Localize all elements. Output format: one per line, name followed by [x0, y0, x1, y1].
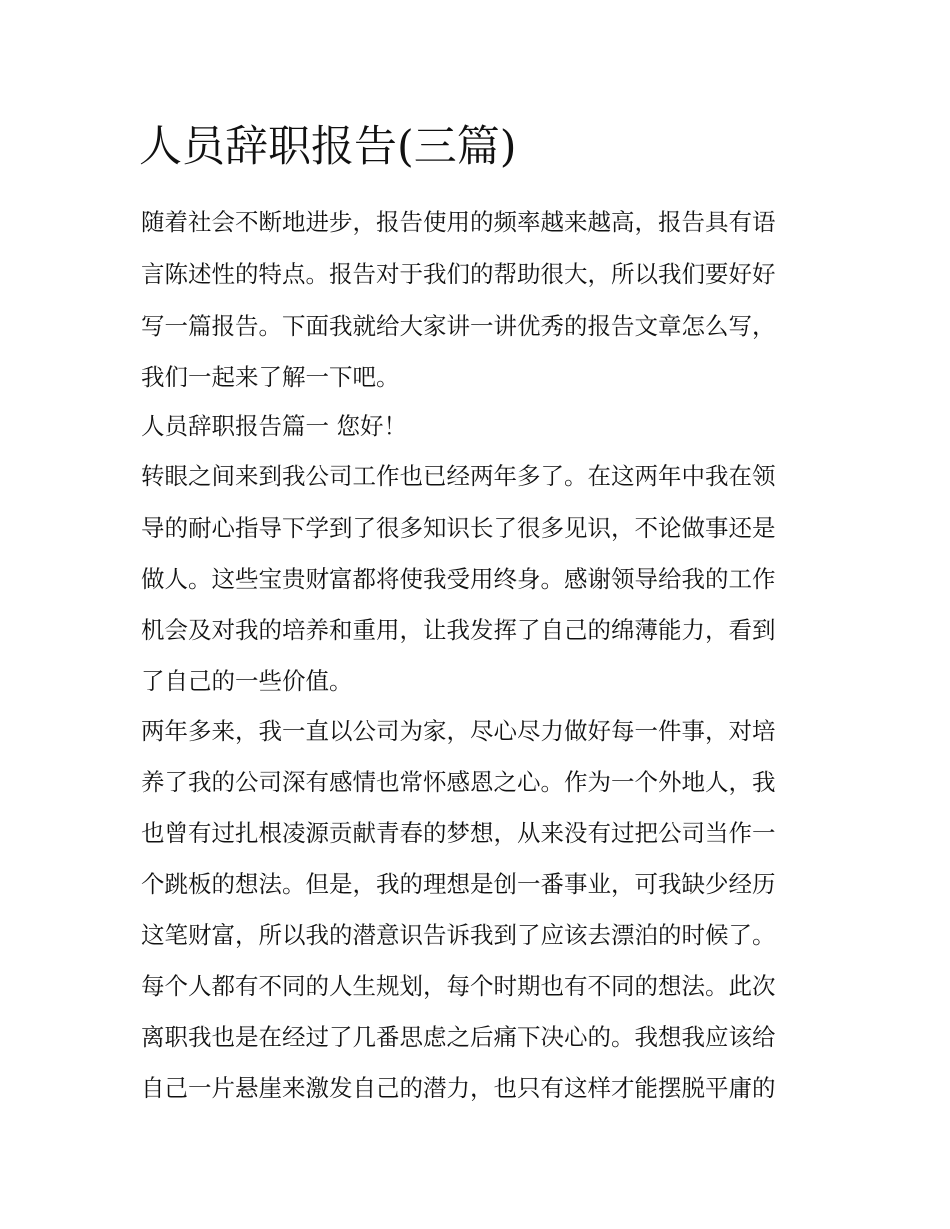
body-line-9: 机会及对我的培养和重用，让我发挥了自己的绵薄能力，看到 — [141, 616, 776, 644]
body-line-2: 言陈述性的特点。报告对于我们的帮助很大，所以我们要好好 — [141, 260, 776, 288]
body-line-18: 自己一片悬崖来激发自己的潜力，也只有这样才能摆脱平庸的 — [141, 1074, 776, 1102]
body-line-12: 养了我的公司深有感情也常怀感恩之心。作为一个外地人，我 — [141, 768, 776, 796]
body-line-15: 这笔财富，所以我的潜意识告诉我到了应该去漂泊的时候了。 — [141, 921, 776, 949]
body-line-6: 转眼之间来到我公司工作也已经两年多了。在这两年中我在领 — [141, 462, 776, 490]
body-line-7: 导的耐心指导下学到了很多知识长了很多见识，不论做事还是 — [141, 514, 776, 542]
body-line-11: 两年多来，我一直以公司为家，尽心尽力做好每一件事，对培 — [141, 717, 776, 745]
document-title: 人员辞职报告(三篇) — [139, 122, 517, 172]
body-line-10: 了自己的一些价值。 — [141, 667, 353, 695]
body-line-3: 写一篇报告。下面我就给大家讲一讲优秀的报告文章怎么写， — [141, 312, 776, 340]
body-line-1: 随着社会不断地进步，报告使用的频率越来越高，报告具有语 — [141, 208, 776, 236]
body-line-14: 个跳板的想法。但是，我的理想是创一番事业，可我缺少经历 — [141, 870, 776, 898]
body-line-16: 每个人都有不同的人生规划，每个时期也有不同的想法。此次 — [141, 972, 776, 1000]
section-heading: 人员辞职报告篇一 您好！ — [141, 412, 407, 440]
body-line-13: 也曾有过扎根凌源贡献青春的梦想，从来没有过把公司当作一 — [141, 819, 776, 847]
body-line-17: 离职我也是在经过了几番思虑之后痛下决心的。我想我应该给 — [141, 1023, 776, 1051]
body-line-8: 做人。这些宝贵财富都将使我受用终身。感谢领导给我的工作 — [141, 565, 776, 593]
body-line-4: 我们一起来了解一下吧。 — [141, 363, 400, 391]
